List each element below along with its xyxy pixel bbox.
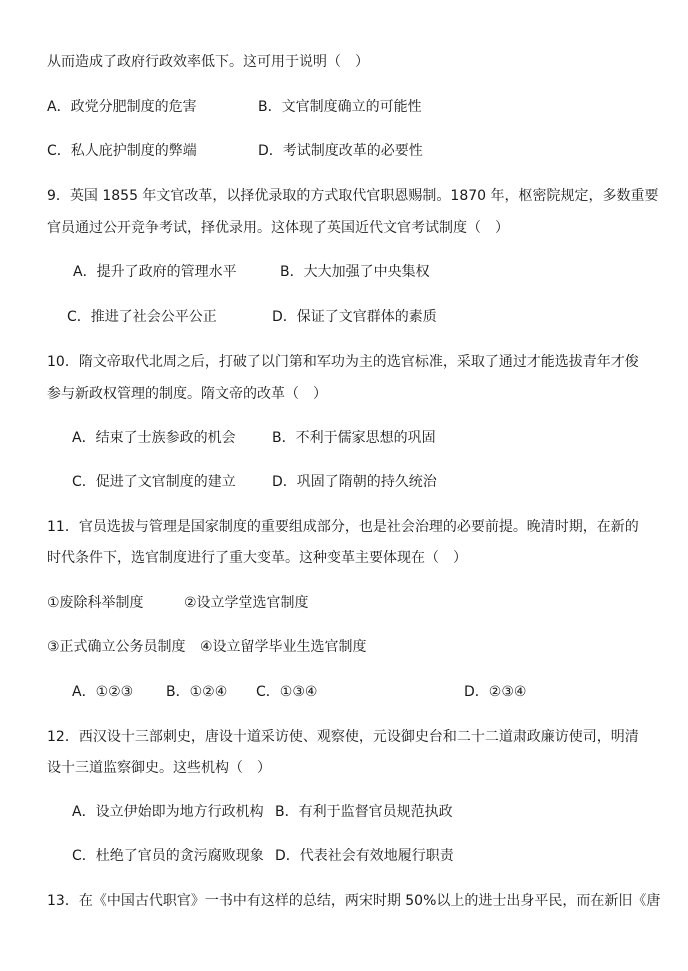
question-10-text-cont: 参与新政权管理的制度。隋文帝的改革（ ） xyxy=(47,386,327,402)
option-c: C．①③④ xyxy=(256,684,318,700)
option-d: D．代表社会有效地履行职责 xyxy=(275,848,454,864)
option-c: C．杜绝了官员的贪污腐败现象 xyxy=(72,848,264,864)
option-d: D．②③④ xyxy=(464,684,527,700)
option-a: A．结束了士族参政的机会 xyxy=(72,430,236,446)
option-a: A．设立伊始即为地方行政机构 xyxy=(72,804,264,820)
statement-3: ③正式确立公务员制度 xyxy=(47,639,186,655)
option-a: A．提升了政府的管理水平 xyxy=(73,264,237,280)
question-10-text: 10．隋文帝取代北周之后，打破了以门第和军功为主的选官标准，采取了通过才能选拔青年才俊 xyxy=(47,354,639,370)
option-b: B．有利于监督官员规范执政 xyxy=(275,804,453,820)
option-b: B．大大加强了中央集权 xyxy=(280,264,430,280)
option-d: D．保证了文官群体的素质 xyxy=(272,309,437,325)
option-a: A．①②③ xyxy=(72,684,134,700)
option-d: D．考试制度改革的必要性 xyxy=(258,143,423,159)
statement-2: ②设立学堂选官制度 xyxy=(184,595,309,611)
option-c: C．促进了文官制度的建立 xyxy=(72,474,236,490)
question-11-text: 11．官员选拔与管理是国家制度的重要组成部分，也是社会治理的必要前提。晚清时期，在新的 xyxy=(47,519,639,535)
option-b: B．文官制度确立的可能性 xyxy=(258,99,422,115)
statement-4: ④设立留学毕业生选官制度 xyxy=(200,639,367,655)
option-b: B．不利于儒家思想的巩固 xyxy=(272,430,436,446)
option-d: D．巩固了隋朝的持久统治 xyxy=(272,474,437,490)
option-a: A．政党分肥制度的危害 xyxy=(47,99,197,115)
question-text: 从而造成了政府行政效率低下。这可用于说明（ ） xyxy=(47,54,369,70)
question-12-text-cont: 设十三道监察御史。这些机构（ ） xyxy=(47,760,271,776)
question-9-text: 9．英国 1855 年文官改革，以择优录取的方式取代官职恩赐制。1870 年，枢密院规定，多数重要 xyxy=(47,188,659,204)
question-11-text-cont: 时代条件下，选官制度进行了重大变革。这种变革主要体现在（ ） xyxy=(47,550,467,566)
question-9-text-cont: 官员通过公开竞争考试，择优录用。这体现了英国近代文官考试制度（ ） xyxy=(47,220,509,236)
statement-1: ①废除科举制度 xyxy=(47,595,144,611)
question-13-text: 13．在《中国古代职官》一书中有这样的总结，两宋时期 50%以上的进士出身平民，而在新旧《唐 xyxy=(47,893,661,909)
option-b: B．①②④ xyxy=(166,684,228,700)
option-c: C．私人庇护制度的弊端 xyxy=(47,143,197,159)
question-12-text: 12．西汉设十三部刺史，唐设十道采访使、观察使，元设御史台和二十二道肃政廉访使司，明清 xyxy=(47,729,639,745)
option-c: C．推进了社会公平公正 xyxy=(67,309,217,325)
